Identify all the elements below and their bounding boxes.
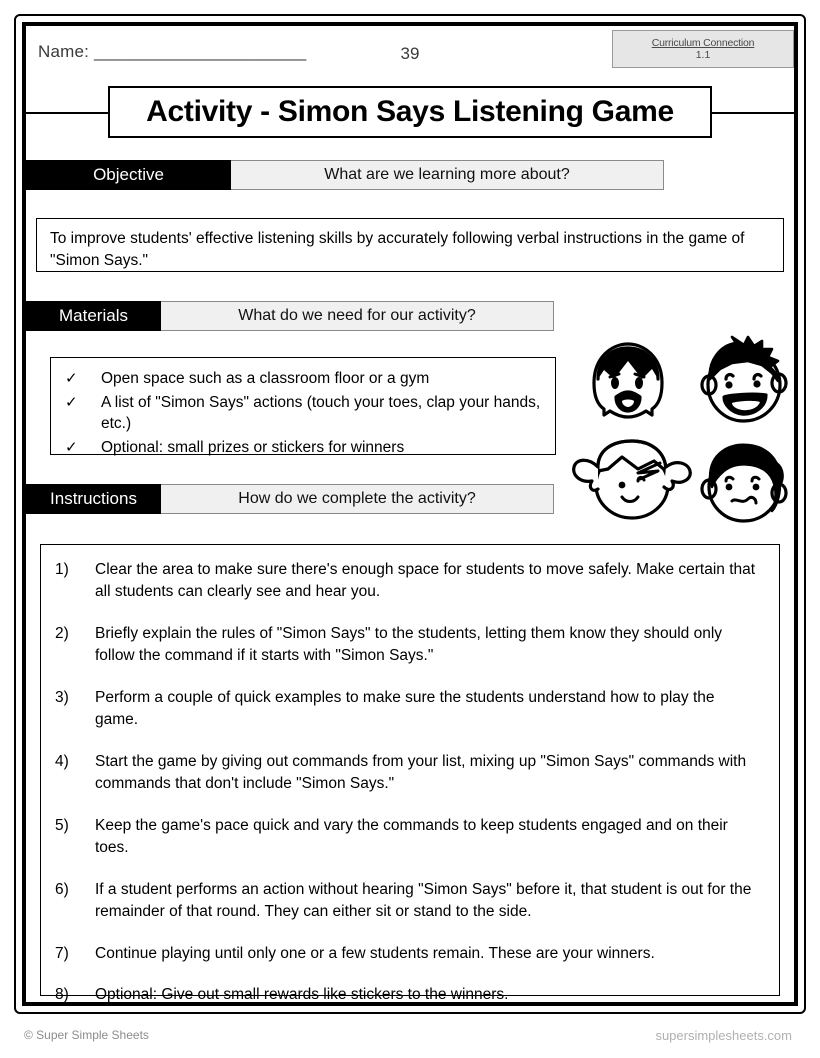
name-field[interactable]: Name: ______________________ xyxy=(38,42,307,61)
materials-item-text: Optional: small prizes or stickers for winners xyxy=(101,439,405,457)
step-text: Continue playing until only one or a few students remain. These are your winners. xyxy=(95,944,655,962)
list-item xyxy=(55,815,765,860)
step-number: 7) xyxy=(55,944,69,962)
objective-section-bar xyxy=(26,160,664,190)
materials-label: Materials xyxy=(26,301,161,331)
instructions-label: Instructions xyxy=(26,484,161,514)
header-row xyxy=(26,26,794,82)
list-item xyxy=(65,437,545,459)
step-number: 5) xyxy=(55,816,69,834)
four-children-faces-illustration xyxy=(568,333,800,525)
list-item xyxy=(55,559,765,604)
curriculum-connection-badge xyxy=(612,30,794,68)
instructions-section-bar xyxy=(26,484,554,514)
face-girl-pigtails xyxy=(574,441,691,518)
face-girl-long-hair xyxy=(594,344,662,417)
instructions-box xyxy=(40,544,780,1004)
materials-item-text: Open space such as a classroom floor or a gym xyxy=(101,370,430,387)
list-item xyxy=(55,984,765,1006)
materials-section-bar xyxy=(26,301,554,331)
step-text: Perform a couple of quick examples to make sure the students understand how to play the game. xyxy=(95,688,715,729)
list-item xyxy=(55,623,765,668)
list-item xyxy=(55,879,765,924)
page-number: 39 xyxy=(400,44,420,63)
list-item xyxy=(65,368,545,390)
step-number: 6) xyxy=(55,880,69,898)
objective-label: Objective xyxy=(26,160,231,190)
materials-item-text: A list of "Simon Says" actions (touch your toes, clap your hands, etc.) xyxy=(101,393,541,433)
step-number: 3) xyxy=(55,688,69,706)
checkmark-icon: ✓ xyxy=(65,439,78,457)
curriculum-connection-code: 1.1 xyxy=(695,49,711,61)
materials-list xyxy=(51,358,555,471)
list-item xyxy=(55,943,765,965)
checkmark-icon: ✓ xyxy=(65,393,78,411)
page-title: Activity - Simon Says Listening Game xyxy=(146,95,674,128)
step-number: 4) xyxy=(55,752,69,770)
list-item xyxy=(55,751,765,796)
worksheet-content xyxy=(26,26,794,1002)
step-text: If a student performs an action without hearing "Simon Says" before it, that student is out for the remainder of that round. They can either sit or stand to the side. xyxy=(95,880,752,921)
step-number: 8) xyxy=(55,986,69,1004)
objective-body-text: To improve students' effective listening skills by accurately following verbal instructions in the game of "Simon Says." xyxy=(50,230,745,270)
curriculum-connection-label: Curriculum Connection xyxy=(651,36,755,49)
objective-question: What are we learning more about? xyxy=(231,160,664,190)
objective-text-box xyxy=(36,218,784,272)
website-text: supersimplesheets.com xyxy=(655,1028,792,1043)
face-boy-spiky-hair xyxy=(702,337,786,421)
step-text: Briefly explain the rules of "Simon Says" to the students, letting them know they should only follow the command if it starts with "Simon Says." xyxy=(95,624,723,665)
step-text: Optional: Give out small rewards like stickers to the winners. xyxy=(95,986,509,1004)
step-number: 2) xyxy=(55,624,69,642)
copyright-text: © Super Simple Sheets xyxy=(24,1028,149,1042)
page-footer xyxy=(0,1024,820,1050)
materials-question: What do we need for our activity? xyxy=(161,301,554,331)
list-item xyxy=(55,687,765,732)
step-number: 1) xyxy=(55,561,69,578)
step-text: Clear the area to make sure there's enough space for students to move safely. Make certain that all students can clearly see and hear you. xyxy=(95,561,756,601)
step-text: Start the game by giving out commands from your list, mixing up "Simon Says" commands with commands that don't include "Simon Says." xyxy=(95,752,747,793)
checkmark-icon: ✓ xyxy=(65,370,78,387)
instructions-question: How do we complete the activity? xyxy=(161,484,554,514)
title-band xyxy=(26,86,794,140)
face-boy-dark-hair xyxy=(702,445,786,521)
step-text: Keep the game's pace quick and vary the commands to keep students engaged and on their toes. xyxy=(95,816,728,857)
instructions-list xyxy=(41,545,779,1017)
list-item xyxy=(65,392,545,435)
materials-list-box xyxy=(50,357,556,455)
page-title-box xyxy=(108,86,712,138)
